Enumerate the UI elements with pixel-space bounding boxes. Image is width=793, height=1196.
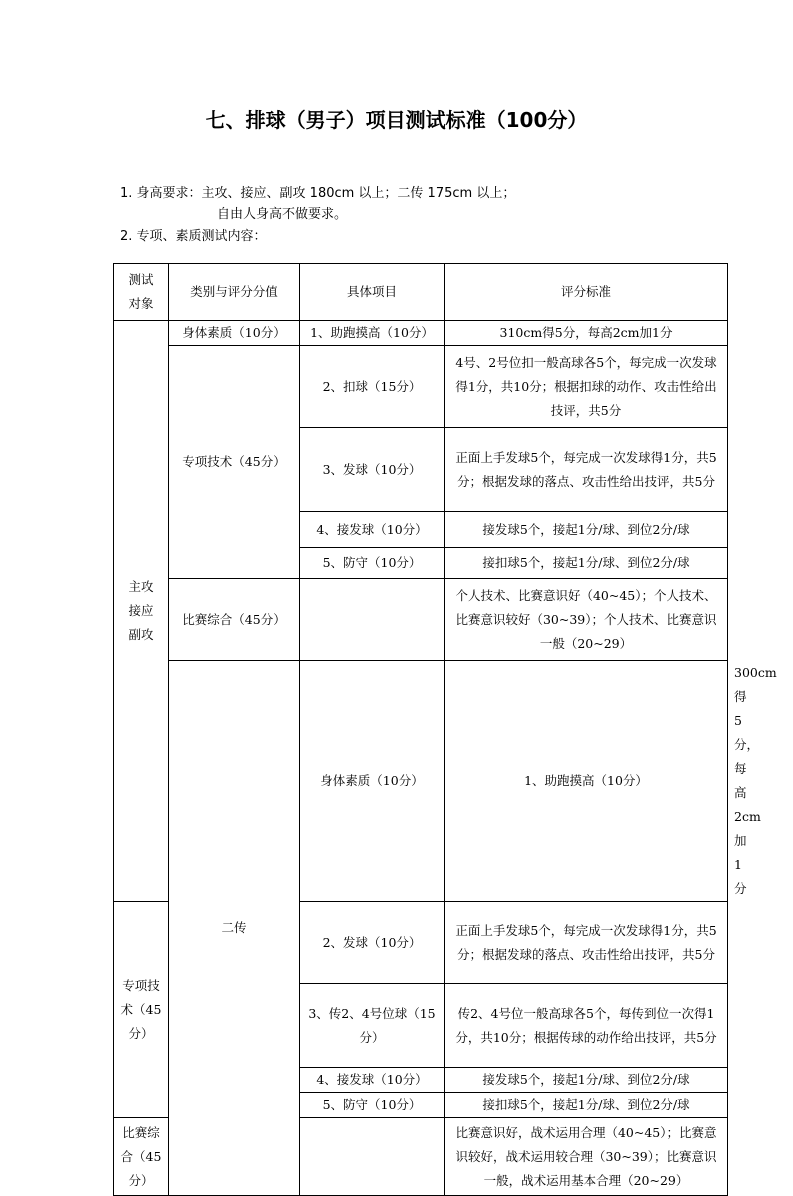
item-cell: 2、扣球（15分） (300, 346, 445, 428)
header-item: 具体项目 (300, 264, 445, 321)
header-category: 类别与评分分值 (169, 264, 300, 321)
item-cell: 3、传2、4号位球（15分） (300, 984, 445, 1068)
category-cell: 比赛综合（45分） (169, 579, 300, 661)
height-requirement-continued: 自由人身高不做要求。 (217, 207, 348, 222)
item-cell: 1、助跑摸高（10分） (445, 661, 728, 902)
criteria-cell: 310cm得5分，每高2cm加1分 (445, 321, 728, 346)
header-test-target (114, 264, 169, 321)
target-cell-group2: 二传 (169, 661, 300, 1196)
item-cell: 4、接发球（10分） (300, 1068, 445, 1093)
category-cell: 专项技术（45分） (169, 346, 300, 579)
item-cell: 5、防守（10分） (300, 548, 445, 579)
scoring-standard-table (113, 263, 777, 1196)
header-test-target-line2: 对象 (128, 296, 154, 311)
criteria-cell: 正面上手发球5个，每完成一次发球得1分，共5分；根据发球的落点、攻击性给出技评，共5分 (445, 428, 728, 512)
table-row (114, 346, 728, 428)
table-row: 二传 身体素质（10分） 1、助跑摸高（10分） 300cm得5分，每高2cm加1分 (114, 661, 728, 902)
category-cell: 身体素质（10分） (169, 321, 300, 346)
criteria-cell: 传2、4号位一般高球各5个，每传到位一次得1分，共10分；根据传球的动作给出技评，共5分 (445, 984, 728, 1068)
item-cell: 1、助跑摸高（10分） (300, 321, 445, 346)
criteria-cell: 正面上手发球5个，每完成一次发球得1分，共5分；根据发球的落点、攻击性给出技评，共5分 (445, 902, 728, 984)
target-label: 主攻 (128, 579, 154, 594)
item-cell: 2、发球（10分） (300, 902, 445, 984)
height-requirement: 1. 身高要求：主攻、接应、副攻 180cm 以上；二传 175cm 以上； (120, 186, 516, 201)
category-cell: 专项技术（45分） (114, 902, 169, 1118)
item-cell: 3、发球（10分） (300, 428, 445, 512)
table-header-row (114, 264, 728, 321)
header-test-target-line1: 测试 (128, 272, 154, 287)
test-content-heading: 2. 专项、素质测试内容： (120, 229, 267, 244)
criteria-cell: 个人技术、比赛意识好（40~45）；个人技术、比赛意识较好（30~39）；个人技术、比赛意识一般（20~29） (445, 579, 728, 661)
criteria-cell: 比赛意识好，战术运用合理（40~45）；比赛意识较好，战术运用较合理（30~39）；比赛意识一般，战术运用基本合理（20~29） (445, 1118, 728, 1196)
criteria-cell: 接扣球5个，接起1分/球、到位2分/球 (445, 1093, 728, 1118)
table-row (114, 579, 728, 661)
target-label: 副攻 (128, 627, 154, 642)
criteria-cell: 接发球5个，接起1分/球、到位2分/球 (445, 1068, 728, 1093)
criteria-cell: 接发球5个，接起1分/球、到位2分/球 (445, 512, 728, 548)
criteria-cell: 接扣球5个，接起1分/球、到位2分/球 (445, 548, 728, 579)
category-cell: 比赛综合（45分） (114, 1118, 169, 1196)
header-criteria: 评分标准 (445, 264, 728, 321)
target-label: 接应 (128, 603, 154, 618)
page-title: 七、排球（男子）项目测试标准（100分） (205, 108, 588, 132)
item-cell (300, 579, 445, 661)
item-cell: 5、防守（10分） (300, 1093, 445, 1118)
table-row (114, 321, 728, 346)
item-cell: 4、接发球（10分） (300, 512, 445, 548)
category-cell: 身体素质（10分） (300, 661, 445, 902)
target-cell-group1 (114, 321, 169, 902)
criteria-cell: 4号、2号位扣一般高球各5个，每完成一次发球得1分，共10分；根据扣球的动作、攻击性给出技评，共5分 (445, 346, 728, 428)
item-cell (300, 1118, 445, 1196)
